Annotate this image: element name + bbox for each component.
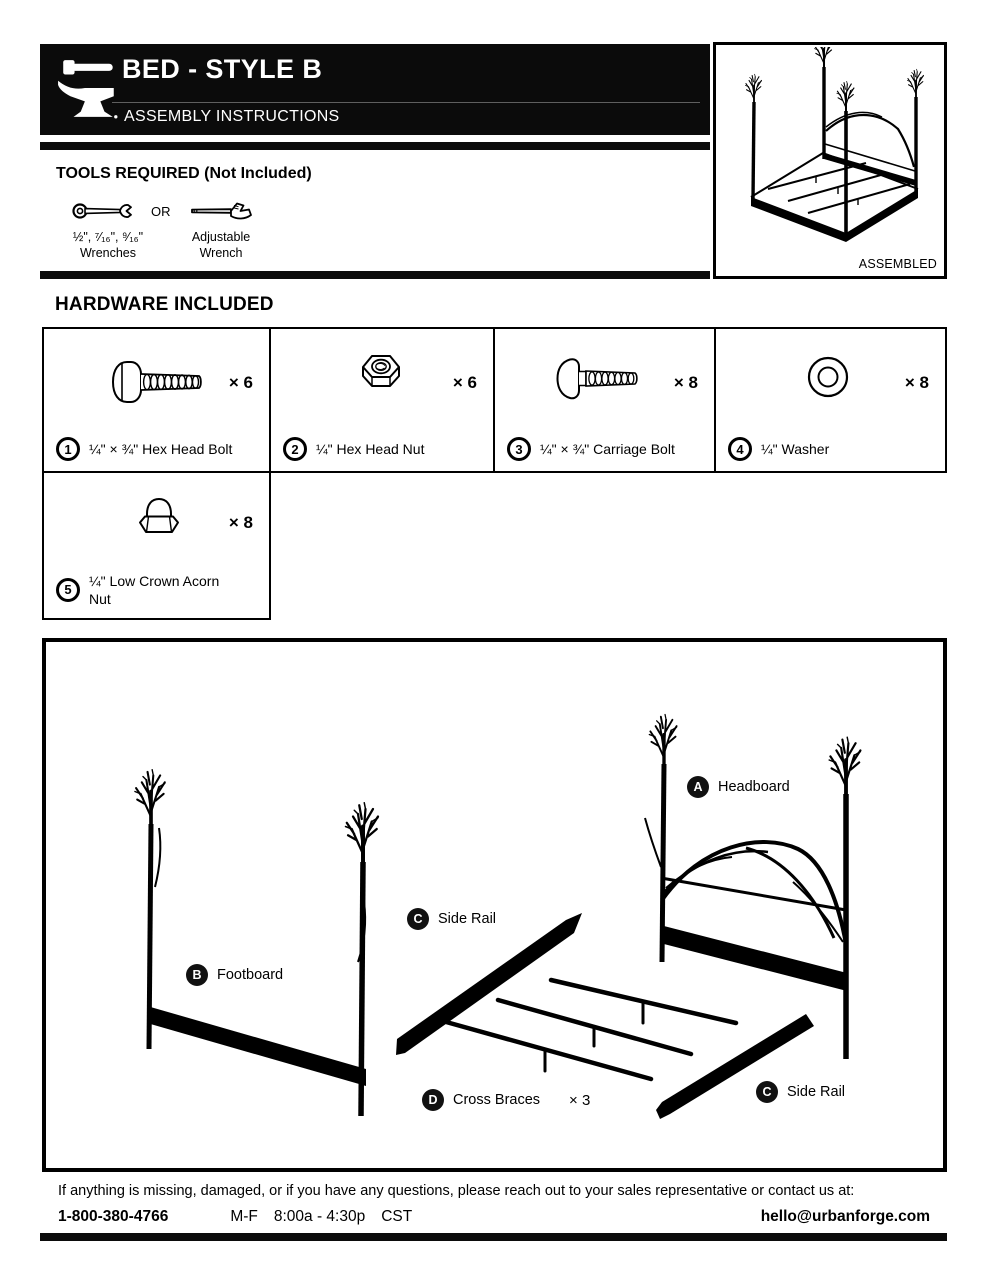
assembled-caption: ASSEMBLED	[858, 257, 937, 271]
side-rail-bottom-drawing	[656, 1014, 814, 1119]
page-subtitle: ASSEMBLY INSTRUCTIONS	[124, 108, 340, 125]
letter-badge: C	[407, 908, 429, 930]
quantity: × 8	[904, 373, 929, 392]
label-cross-braces: D Cross Braces × 3	[422, 1089, 590, 1111]
acorn-nut-icon	[138, 497, 180, 537]
assembled-preview	[713, 42, 947, 279]
bottom-rule-bar	[40, 1233, 947, 1241]
letter-badge: D	[422, 1089, 444, 1111]
header	[40, 44, 710, 135]
label-side-rail-1: C Side Rail	[407, 908, 496, 930]
hardware-item-carriage-bolt	[495, 327, 716, 473]
tools-or-label: OR	[151, 204, 171, 219]
support-hours-time: 8:00a - 4:30p	[273, 1208, 366, 1225]
hex-head-bolt-icon	[110, 359, 206, 405]
combination-wrench-icon	[72, 200, 136, 222]
assembled-bed-drawing	[716, 47, 944, 259]
anvil-hammer-logo-icon	[56, 57, 122, 123]
hardware-item-hex-head-bolt	[42, 327, 271, 473]
item-label: ¼" Washer	[761, 440, 830, 457]
hardware-item-hex-head-nut	[271, 327, 495, 473]
support-email: hello@urbanforge.com	[760, 1208, 930, 1225]
item-label: ¼" × ¾" Hex Head Bolt	[89, 440, 233, 457]
carriage-bolt-icon	[555, 357, 643, 401]
footboard-drawing	[135, 770, 378, 1116]
support-phone: 1-800-380-4766	[58, 1208, 169, 1225]
letter-badge: C	[756, 1081, 778, 1103]
hardware-table	[42, 327, 947, 620]
item-number-badge: 2	[283, 437, 307, 461]
letter-badge: A	[687, 776, 709, 798]
tools-divider-bar	[40, 271, 710, 279]
footer-message: If anything is missing, damaged, or if you have any questions, please reach out to your sales representative or contact us at:	[58, 1183, 855, 1199]
cross-braces-qty: × 3	[569, 1091, 591, 1109]
label-headboard: A Headboard	[687, 776, 790, 798]
quantity: × 6	[452, 373, 477, 392]
quantity: × 8	[673, 373, 698, 392]
parts-diagram	[42, 638, 947, 1172]
support-hours-days: M-F	[230, 1208, 258, 1225]
adjustable-wrench-label: Adjustable Wrench	[191, 230, 251, 260]
washer-icon	[806, 355, 850, 399]
hardware-item-acorn-nut	[42, 473, 271, 620]
item-label: ¼" × ¾" Carriage Bolt	[540, 440, 675, 457]
footer-contact-row	[58, 1208, 930, 1226]
label-side-rail-2: C Side Rail	[756, 1081, 845, 1103]
item-number-badge: 5	[56, 578, 80, 602]
letter-badge: B	[186, 964, 208, 986]
item-number-badge: 1	[56, 437, 80, 461]
hardware-item-washer	[716, 327, 947, 473]
tools-heading: TOOLS REQUIRED (Not Included)	[56, 165, 312, 182]
item-number-badge: 3	[507, 437, 531, 461]
label-footboard: B Footboard	[186, 964, 283, 986]
hex-head-nut-icon	[359, 351, 403, 393]
quantity: × 6	[228, 373, 253, 392]
support-hours-timezone: CST	[381, 1208, 413, 1225]
page-title: BED - STYLE B	[122, 54, 323, 84]
quantity: × 8	[228, 513, 253, 532]
item-number-badge: 4	[728, 437, 752, 461]
item-label: ¼" Low Crown Acorn Nut	[89, 572, 220, 607]
adjustable-wrench-icon	[189, 200, 253, 222]
header-underbar	[40, 142, 710, 150]
hardware-heading: HARDWARE INCLUDED	[55, 294, 274, 315]
title-divider	[112, 102, 700, 103]
item-label: ¼" Hex Head Nut	[316, 440, 425, 457]
wrench-sizes-label: ½", ⁷⁄₁₆", ⁹⁄₁₆" Wrenches	[72, 230, 144, 260]
